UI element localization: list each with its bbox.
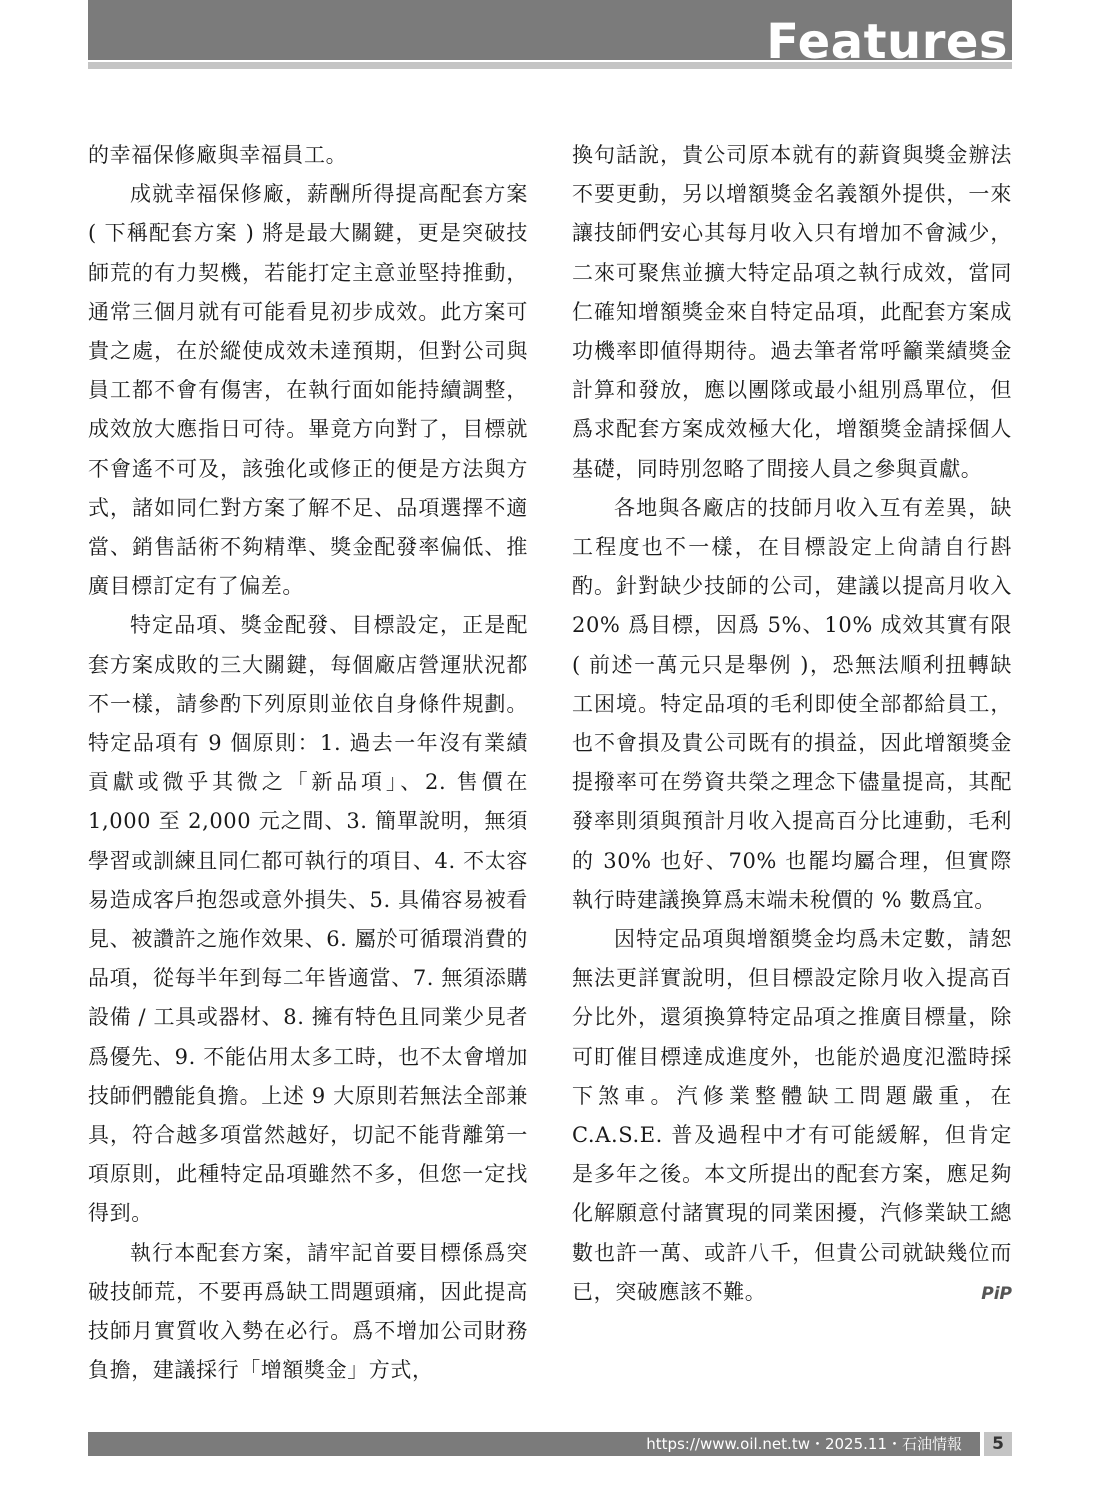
paragraph-last-text: 因特定品項與增額獎金均爲未定數，請恕無法更詳實說明，但目標設定除月收入提高百分比外，還須換算特定品項之推廣目標量，除可盯催目標達成進度外，也能於過度氾濫時採下煞車。汽修業整體缺工問題嚴重，在 C.A.S.E. 普及過程中才有可能緩解，但肯定是多年之後。本文所提出的配套方案，應足夠化解願意付諸實現的同業困擾，汽修業缺工總數也許一萬、或許八千，但貴公司就缺幾位而已，突破應該不難。: [572, 927, 1012, 1304]
paragraph: 執行本配套方案，請牢記首要目標係爲突破技師荒，不要再爲缺工問題頭痛，因此提高技師月實質收入勢在必行。爲不增加公司財務負擔，建議採行「增額獎金」方式，: [88, 1240, 528, 1383]
paragraph-last: [572, 920, 1012, 1312]
section-title: Features: [766, 14, 1008, 70]
article-column-right: [572, 136, 1012, 1314]
paragraph: 成就幸福保修廠，薪酬所得提高配套方案 ( 下稱配套方案 ) 將是最大關鍵，更是突破技師荒的有力契機，若能打定主意並堅持推動，通常三個月就有可能看見初步成效。此方案可貴之處，在於縱使成效未達預期，但對公司與員工都不會有傷害，在執行面如能持續調整，成效放大應指日可待。畢竟方向對了，目標就不會遙不可及，該強化或修正的便是方法與方式，諸如同仁對方案了解不足、品項選擇不適當、銷售話術不夠精準、獎金配發率偏低、推廣目標訂定有了偏差。: [88, 182, 528, 599]
article-column-left: [88, 136, 528, 1391]
paragraph: 特定品項、獎金配發、目標設定，正是配套方案成敗的三大關鍵，每個廠店營運狀況都不一樣，請參酌下列原則並依自身條件規劃。特定品項有 9 個原則：1. 過去一年沒有業績貢獻或微乎其微之「新品項」、2. 售價在 1,000 至 2,000 元之間、3. 簡單說明，無須學習或訓練且同仁都可執行的項目、4. 不太容易造成客戶抱怨或意外損失、5. 具備容易被看見、被讚許之施作效果、6. 屬於可循環消費的品項，從每半年到每二年皆適當、7. 無須添購設備 / 工具或器材、8. 擁有特色且同業少見者爲優先、9. 不能佔用太多工時，也不太會增加技師們體能負擔。上述 9 大原則若無法全部兼具，符合越多項當然越好，切記不能背離第一項原則，此種特定品項雖然不多，但您一定找得到。: [88, 613, 528, 1226]
paragraph: 的幸福保修廠與幸福員工。: [88, 143, 348, 167]
page-number: 5: [984, 1432, 1012, 1456]
paragraph: 換句話說，貴公司原本就有的薪資與獎金辦法不要更動，另以增額獎金名義額外提供，一來讓技師們安心其每月收入只有增加不會減少，二來可聚焦並擴大特定品項之執行成效，當同仁確知增額獎金來自特定品項，此配套方案成功機率即値得期待。過去筆者常呼籲業績獎金計算和發放，應以團隊或最小組別爲單位，但爲求配套方案成效極大化，增額獎金請採個人基礎，同時別忽略了間接人員之參與貢獻。: [572, 143, 1012, 481]
pip-end-mark-logo: PiP: [981, 1283, 1012, 1304]
paragraph: 各地與各廠店的技師月收入互有差異，缺工程度也不一樣，在目標設定上尙請自行斟酌。針對缺少技師的公司，建議以提高月收入 20% 爲目標，因爲 5%、10% 成效其實有限 ( 前述一萬元只是舉例 )，恐無法順利扭轉缺工困境。特定品項的毛利即使全部都給員工，也不會損及貴公司既有的損益，因此增額獎金提撥率可在勞資共榮之理念下儘量提高，其配發率則須與預計月收入提高百分比連動，毛利的 30% 也好、70% 也罷均屬合理，但實際執行時建議換算爲末端未稅價的 % 數爲宜。: [572, 495, 1012, 912]
footer-publication-line: https://www.oil.net.tw・2025.11・石油情報: [646, 1435, 962, 1453]
